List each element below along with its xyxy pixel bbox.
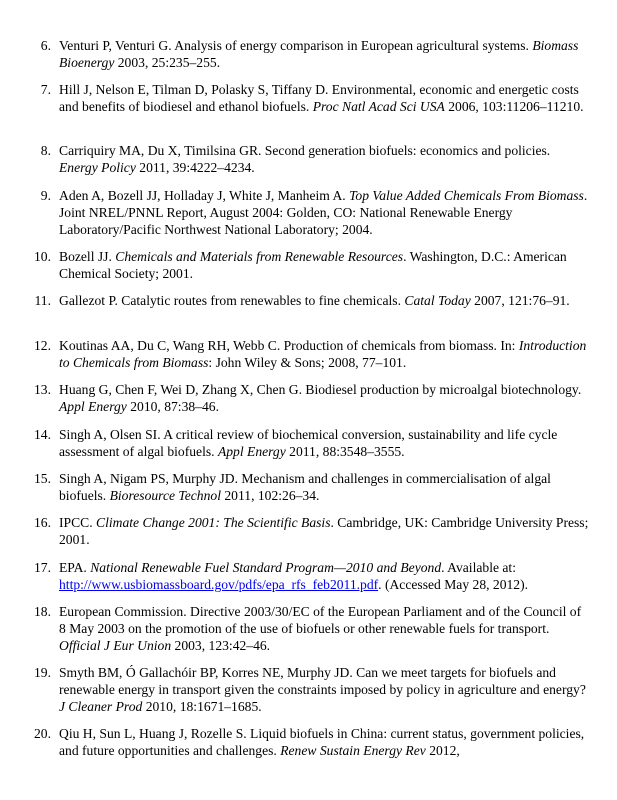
report-title: Top Value Added Chemicals From Biomass	[349, 188, 584, 203]
reference-text: Koutinas AA, Du C, Wang RH, Webb C. Production of chemicals from biomass. In: Introduction to Chemicals from Biomass: John Wiley & Sons; 2008, 77–101.	[59, 338, 587, 370]
reference-number: 7.	[40, 82, 51, 97]
reference-text: Huang G, Chen F, Wei D, Zhang X, Chen G. Biodiesel production by microalgal biotechnology. Appl Energy 2010, 87:38–46.	[59, 382, 582, 414]
reference-text: Bozell JJ. Chemicals and Materials from Renewable Resources. Washington, D.C.: American Chemical Society; 2001.	[59, 249, 567, 281]
reference-number: 14.	[34, 427, 51, 442]
reference-number: 16.	[34, 515, 51, 530]
reference-number: 10.	[34, 249, 51, 264]
book-title: Climate Change 2001: The Scientific Basis	[96, 515, 331, 530]
reference-number: 18.	[34, 604, 51, 619]
book-title: Chemicals and Materials from Renewable Resources	[115, 249, 404, 264]
reference-text: EPA. National Renewable Fuel Standard Program—2010 and Beyond. Available at: http://www.usbiomassboard.gov/pdfs/epa_rfs_feb2011.pdf. (Accessed May 28, 2012).	[59, 560, 529, 592]
journal-title: Biomass Bioenergy	[59, 38, 579, 70]
journal-title: Appl Energy	[217, 444, 286, 459]
journal-title: Official J Eur Union	[59, 638, 172, 653]
reference-number: 15.	[34, 471, 51, 486]
reference-number: 20.	[34, 726, 51, 741]
reference-text: Singh A, Nigam PS, Murphy JD. Mechanism and challenges in commercialisation of algal biofuels. Bioresource Technol 2011, 102:26–34.	[59, 471, 551, 503]
journal-title: Proc Natl Acad Sci USA	[312, 99, 445, 114]
reference-number: 19.	[34, 665, 51, 680]
reference-text: Aden A, Bozell JJ, Holladay J, White J, Manheim A. Top Value Added Chemicals From Biomass. Joint NREL/PNNL Report, August 2004: Golden, CO: National Renewable Energy Laboratory/Pacific Northwest National Laboratory; 2004.	[59, 188, 588, 237]
journal-title: J Cleaner Prod	[59, 699, 143, 714]
reference-number: 17.	[34, 560, 51, 575]
program-title: National Renewable Fuel Standard Program—2010 and Beyond	[90, 560, 442, 575]
reference-number: 12.	[34, 338, 51, 353]
reference-text: Smyth BM, Ó Gallachóir BP, Korres NE, Murphy JD. Can we meet targets for biofuels and renewable energy in transport given the constraints imposed by policy in agriculture and energy? J Cleaner Prod 2010, 18:1671–1685.	[59, 665, 586, 714]
reference-number: 13.	[34, 382, 51, 397]
reference-number: 8.	[40, 143, 51, 158]
reference-text: Gallezot P. Catalytic routes from renewables to fine chemicals. Catal Today 2007, 121:76–91.	[59, 293, 570, 308]
journal-title: Catal Today	[404, 293, 471, 308]
reference-text: Carriquiry MA, Du X, Timilsina GR. Second generation biofuels: economics and policies. Energy Policy 2011, 39:4222–4234.	[59, 143, 551, 175]
reference-text: Qiu H, Sun L, Huang J, Rozelle S. Liquid biofuels in China: current status, government policies, and future opportunities and challenges. Renew Sustain Energy Rev 2012,	[59, 726, 585, 758]
reference-number: 9.	[40, 188, 51, 203]
reference-text: IPCC. Climate Change 2001: The Scientific Basis. Cambridge, UK: Cambridge University Press; 2001.	[59, 515, 589, 547]
book-title: Introduction to Chemicals from Biomass	[59, 338, 587, 370]
reference-text: Hill J, Nelson E, Tilman D, Polasky S, Tiffany D. Environmental, economic and energetic costs and benefits of biodiesel and ethanol biofuels. Proc Natl Acad Sci USA 2006, 103:11206–11210.	[59, 82, 584, 114]
journal-title: Energy Policy	[59, 160, 136, 175]
reference-text: Venturi P, Venturi G. Analysis of energy comparison in European agricultural systems. Biomass Bioenergy 2003, 25:235–255.	[59, 38, 579, 70]
journal-title: Renew Sustain Energy Rev	[280, 743, 426, 758]
reference-link[interactable]: http://www.usbiomassboard.gov/pdfs/epa_rfs_feb2011.pdf	[59, 577, 379, 592]
journal-title: Appl Energy	[59, 399, 127, 414]
reference-text: Singh A, Olsen SI. A critical review of biochemical conversion, sustainability and life cycle assessment of algal biofuels. Appl Energy 2011, 88:3548–3555.	[59, 427, 558, 459]
reference-number: 6.	[40, 38, 51, 53]
reference-text: European Commission. Directive 2003/30/EC of the European Parliament and of the Council of 8 May 2003 on the promotion of the use of biofuels or other renewable fuels for transport. Official J Eur Union 2003, 123:42–46.	[59, 604, 582, 653]
journal-title: Bioresource Technol	[109, 488, 221, 503]
reference-number: 11.	[34, 293, 51, 308]
